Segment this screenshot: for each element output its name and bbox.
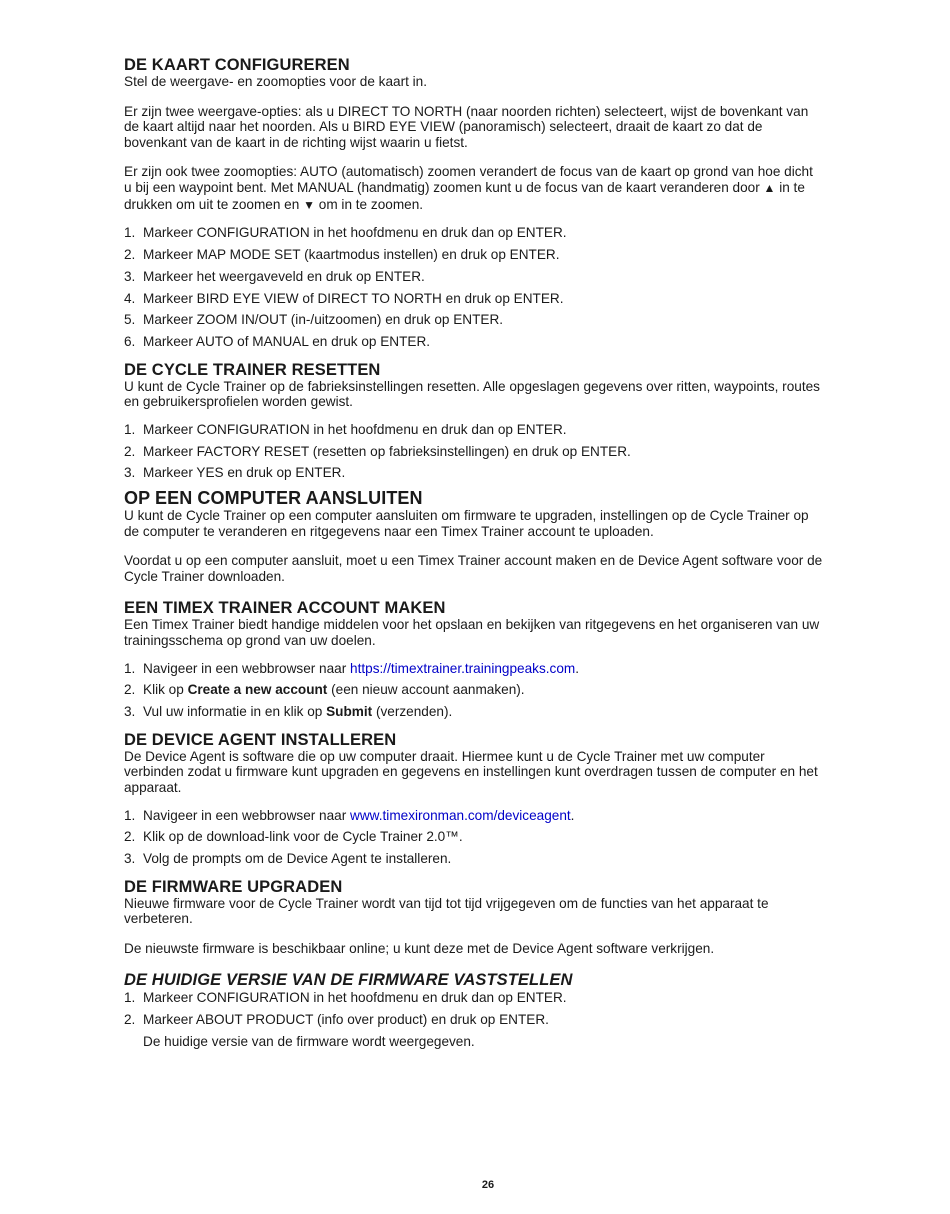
map-config-p2-c: om in te zoomen. bbox=[318, 196, 424, 212]
list-number: 3. bbox=[124, 851, 136, 867]
list-number: 1. bbox=[124, 990, 136, 1006]
map-config-steps bbox=[124, 225, 824, 350]
reset-steps bbox=[124, 422, 824, 481]
list-item bbox=[124, 851, 824, 867]
list-item bbox=[124, 247, 824, 263]
up-triangle-icon: ▲ bbox=[763, 180, 776, 195]
list-item-text: Vul uw informatie in en klik op bbox=[143, 704, 327, 720]
list-item-text: . bbox=[570, 807, 575, 823]
list-item-text: Navigeer in een webbrowser naar bbox=[143, 807, 351, 823]
heading-computer: OP EEN COMPUTER AANSLUITEN bbox=[124, 488, 423, 508]
list-item bbox=[124, 291, 824, 307]
reset-intro: U kunt de Cycle Trainer op de fabrieksinstellingen resetten. Alle opgeslagen gegevens over ritten, waypoints, routes en gebruikersprofielen worden gewist. bbox=[124, 378, 820, 410]
heading-reset: DE CYCLE TRAINER RESETTEN bbox=[124, 360, 381, 379]
firmware-version-note: De huidige versie van de firmware wordt weergegeven. bbox=[143, 1034, 475, 1049]
account-intro: Een Timex Trainer biedt handige middelen voor het opslaan en bekijken van ritgegevens en het organiseren van uw trainingsschema op grond van uw doelen. bbox=[124, 617, 820, 648]
map-config-paragraph-2 bbox=[124, 164, 824, 213]
map-config-p2-b: in te drukken om uit te zoomen en bbox=[124, 179, 805, 212]
map-config-p2-a: Er zijn ook twee zoomopties: AUTO (automatisch) zoomen verandert de focus van de kaart op grond van hoe dicht u bij een waypoint bent. Met MANUAL (handmatig) zoomen kunt u de focus van de kaart veranderen door bbox=[124, 164, 813, 195]
device-agent-link[interactable]: www.timexironman.com/deviceagent bbox=[350, 807, 571, 823]
list-item-text: . bbox=[575, 660, 579, 676]
heading-account: EEN TIMEX TRAINER ACCOUNT MAKEN bbox=[124, 599, 446, 618]
list-number: 2. bbox=[124, 1012, 136, 1028]
list-item-text: Markeer AUTO of MANUAL en druk op ENTER. bbox=[143, 334, 431, 350]
device-agent-intro: De Device Agent is software die op uw computer draait. Hiermee kunt u de Cycle Trainer met uw computer verbinden zodat u firmware kunt upgraden en gegevens en instellingen kunt overdragen tussen de computer en het apparaat. bbox=[124, 748, 818, 795]
list-item-text: Klik op de download-link voor de Cycle Trainer 2.0™. bbox=[143, 829, 463, 845]
firmware-paragraph-1: Nieuwe firmware voor de Cycle Trainer wordt van tijd tot tijd vrijgegeven om de functies van het apparaat te verbeteren. bbox=[124, 895, 769, 927]
list-item-text: Navigeer in een webbrowser naar bbox=[143, 660, 351, 676]
list-number: 1. bbox=[124, 807, 136, 823]
list-item bbox=[124, 334, 824, 350]
list-item bbox=[124, 808, 824, 824]
list-number: 1. bbox=[124, 225, 136, 241]
list-item-text: Markeer FACTORY RESET (resetten op fabrieksinstellingen) en druk op ENTER. bbox=[143, 443, 631, 459]
list-number: 3. bbox=[124, 465, 136, 481]
list-item bbox=[124, 704, 824, 720]
list-number: 3. bbox=[124, 268, 136, 284]
section-account bbox=[124, 599, 824, 719]
down-triangle-icon: ▼ bbox=[303, 197, 315, 212]
list-item bbox=[124, 269, 824, 285]
section-reset bbox=[124, 361, 824, 481]
computer-paragraph-2: Voordat u op een computer aansluit, moet u een Timex Trainer account maken en de Device Agent software voor de Cycle Trainer downloaden. bbox=[124, 553, 823, 584]
device-agent-steps bbox=[124, 808, 824, 867]
section-firmware-version bbox=[124, 971, 824, 1049]
list-item-text: Markeer CONFIGURATION in het hoofdmenu en druk dan op ENTER. bbox=[143, 421, 567, 437]
list-item-text: Markeer YES en druk op ENTER. bbox=[143, 465, 346, 481]
list-number: 1. bbox=[124, 421, 136, 437]
list-number: 5. bbox=[124, 312, 136, 328]
list-item-text: Markeer CONFIGURATION in het hoofdmenu en druk dan op ENTER. bbox=[143, 990, 567, 1006]
list-item bbox=[124, 829, 824, 845]
list-item-text: Markeer ABOUT PRODUCT (info over product) en druk op ENTER. bbox=[143, 1012, 549, 1028]
section-computer bbox=[124, 488, 824, 584]
account-steps bbox=[124, 661, 824, 720]
list-item bbox=[124, 312, 824, 328]
list-number: 2. bbox=[124, 246, 136, 262]
list-item bbox=[124, 990, 824, 1006]
list-item-text: Markeer BIRD EYE VIEW of DIRECT TO NORTH en druk op ENTER. bbox=[143, 290, 564, 306]
list-item bbox=[124, 682, 824, 698]
firmware-version-steps bbox=[124, 990, 824, 1027]
list-number: 1. bbox=[124, 660, 136, 676]
list-number: 4. bbox=[124, 290, 136, 306]
list-number: 2. bbox=[124, 443, 136, 459]
list-item-text: (verzenden). bbox=[372, 704, 453, 720]
list-number: 3. bbox=[124, 704, 136, 720]
list-item bbox=[124, 1012, 824, 1028]
heading-map-config: DE KAART CONFIGUREREN bbox=[124, 56, 350, 74]
map-config-intro: Stel de weergave- en zoomopties voor de kaart in. bbox=[124, 74, 428, 89]
list-item bbox=[124, 465, 824, 481]
list-item-text: Markeer MAP MODE SET (kaartmodus instellen) en druk op ENTER. bbox=[143, 246, 560, 262]
list-item-text: Markeer CONFIGURATION in het hoofdmenu en druk dan op ENTER. bbox=[143, 225, 567, 241]
page-number: 26 bbox=[481, 1179, 495, 1191]
submit-label: Submit bbox=[326, 704, 373, 720]
list-number: 2. bbox=[124, 829, 136, 845]
create-account-label: Create a new account bbox=[187, 682, 328, 698]
list-item bbox=[124, 422, 824, 438]
timextrainer-link[interactable]: https://timextrainer.trainingpeaks.com bbox=[350, 660, 576, 676]
heading-firmware-version: DE HUIDIGE VERSIE VAN DE FIRMWARE VASTSTELLEN bbox=[124, 971, 573, 990]
heading-firmware: DE FIRMWARE UPGRADEN bbox=[124, 877, 343, 896]
list-item-text: Markeer het weergaveveld en druk op ENTER. bbox=[143, 268, 425, 284]
list-item-text: (een nieuw account aanmaken). bbox=[327, 682, 525, 698]
map-config-paragraph-1: Er zijn twee weergave-opties: als u DIRECT TO NORTH (naar noorden richten) selecteert, wijst de bovenkant van de kaart altijd naar het noorden. Als u BIRD EYE VIEW (panoramisch) selecteert, draait de kaart zo dat de bovenkant van de kaart in de richting wijst waarin u fietst. bbox=[124, 103, 809, 150]
list-item bbox=[124, 225, 824, 241]
section-firmware bbox=[124, 878, 824, 957]
list-item bbox=[124, 444, 824, 460]
heading-device-agent: DE DEVICE AGENT INSTALLEREN bbox=[124, 730, 397, 749]
section-device-agent bbox=[124, 731, 824, 867]
firmware-paragraph-2: De nieuwste firmware is beschikbaar online; u kunt deze met de Device Agent software verkrijgen. bbox=[124, 940, 715, 956]
list-item-text: Volg de prompts om de Device Agent te installeren. bbox=[143, 851, 452, 867]
list-number: 6. bbox=[124, 334, 136, 350]
list-number: 2. bbox=[124, 682, 136, 698]
list-item bbox=[124, 661, 824, 677]
document-page bbox=[124, 56, 824, 1061]
list-item-text: Klik op bbox=[143, 682, 188, 698]
section-map-config bbox=[124, 56, 824, 350]
list-item-text: Markeer ZOOM IN/OUT (in-/uitzoomen) en druk op ENTER. bbox=[143, 312, 504, 328]
computer-paragraph-1: U kunt de Cycle Trainer op een computer aansluiten om firmware te upgraden, instellingen op de Cycle Trainer op de computer te veranderen en ritgegevens naar een Timex Trainer account te uploaden. bbox=[124, 508, 809, 539]
